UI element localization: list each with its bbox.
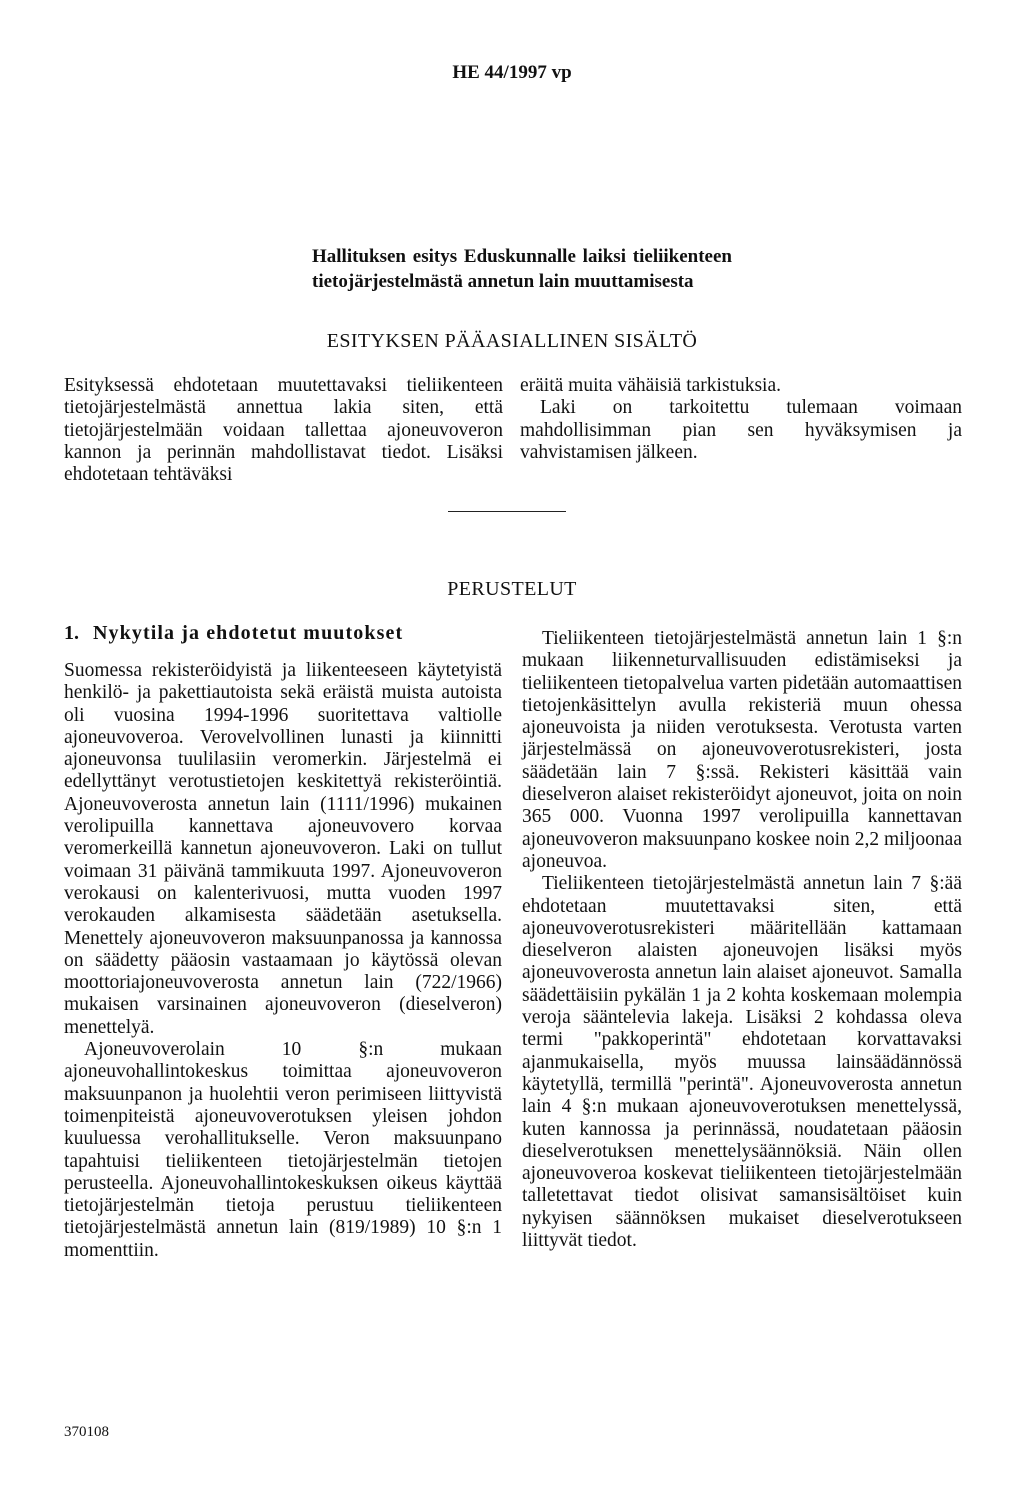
summary-left-column xyxy=(64,375,503,486)
bill-title: Hallituksen esitys Eduskunnalle laiksi tieliikenteen tietojärjestelmästä annetun lain muuttamisesta xyxy=(312,246,732,292)
summary-right-column xyxy=(520,375,962,464)
body-paragraph: Tieliikenteen tietojärjestelmästä annetun lain 7 §:ää ehdotetaan muutettavaksi siten, että ajoneuvoverotusrekisteri määritellään kattamaan dieselveron alaisten ajoneuvojen lisäksi myös ajoneuvoverosta annetun lain alaiset ajoneuvot. Samalla säädettäisiin pykälän 1 ja 2 kohta koskemaan molempia veroja sääntelevia lakeja. Lisäksi 2 kohdassa oleva termi "pakkoperintä" ehdotetaan korvattavaksi ajanmukaisella, myös muussa lainsäädännössä käytetyllä, termillä "perintä". Ajoneuvoverosta annetun lain 4 §:n mukaan ajoneuvoverotuksen menettelyssä, kuten kannossa ja perinnässä, noudatetaan pääosin dieselverotuksen menettelysäännöksiä. Näin ollen ajoneuvoveroa koskevat tieliikenteen tietojärjestelmään talletettavat tiedot olisivat samansisältöiset kuin nykyisen säännöksen mukaiset dieselverotukseen liittyvät tiedot. xyxy=(522,873,962,1252)
page-code: 370108 xyxy=(64,1424,109,1440)
document-id-header: HE 44/1997 vp xyxy=(452,62,572,83)
body-right-column xyxy=(522,628,962,1252)
summary-heading: ESITYKSEN PÄÄASIALLINEN SISÄLTÖ xyxy=(326,330,698,352)
body-left-column xyxy=(64,660,502,1262)
perustelut-heading: PERUSTELUT xyxy=(447,578,577,600)
section-number: 1. xyxy=(64,622,79,644)
section-divider xyxy=(448,511,566,512)
summary-paragraph: eräitä muita vähäisiä tarkistuksia. xyxy=(520,375,781,396)
body-paragraph: Tieliikenteen tietojärjestelmästä annetun lain 1 §:n mukaan liikenneturvallisuuden edistämiseksi ja tieliikenteen tietopalvelua varten pidetään automaattisen tietojenkäsittelyn avulla rekisteriä muun ohessa ajoneuvoista ja niiden verotuksesta. Verotusta varten järjestelmässä on ajoneuvoverotusrekisteri, josta säädetään lain 7 §:ssä. Rekisteri käsittää vain dieselveron alaiset rekisteröidyt ajoneuvot, joita on noin 365 000. Vuonna 1997 verolipuilla kannettavan ajoneuvoveron maksuunpano koskee noin 2,2 miljoonaa ajoneuvoa. xyxy=(522,628,962,872)
summary-paragraph: Esityksessä ehdotetaan muutettavaksi tieliikenteen tietojärjestelmästä annettua lakia siten, että tietojärjestelmään voidaan tallettaa ajoneuvoveron kannon ja perinnän mahdollistavat tiedot. Lisäksi ehdotetaan tehtäväksi xyxy=(64,375,503,486)
section-title: Nykytila ja ehdotetut muutokset xyxy=(93,622,404,644)
body-paragraph: Ajoneuvoverolain 10 §:n mukaan ajoneuvohallintokeskus toimittaa ajoneuvoveron maksuunpanon ja huolehtii veron perimiseen liittyvistä toimenpiteistä ajoneuvoverotuksen yleisen johdon kuuluessa verohallitukselle. Veron maksuunpano tapahtuisi tieliikenteen tietojärjestelmän tietojen perusteella. Ajoneuvohallintokeskuksen oikeus käyttää tietojärjestelmän tietoja perustuu tieliikenteen tietojärjestelmästä annetun lain (819/1989) 10 §:n 1 momenttiin. xyxy=(64,1039,502,1261)
summary-paragraph: Laki on tarkoitettu tulemaan voimaan mahdollisimman pian sen hyväksymisen ja vahvistamisen jälkeen. xyxy=(520,397,962,463)
section-heading xyxy=(64,622,504,645)
body-paragraph: Suomessa rekisteröidyistä ja liikenteeseen käytetyistä henkilö- ja pakettiautoista sekä eräistä muista autoista oli vuosina 1994-1996 suoritettava valtiolle ajoneuvoveroa. Verovelvollinen lunasti ja kiinnitti ajoneuvonsa tuulilasiin veromerkin. Järjestelmä ei edellyttänyt verotustietojen keskitettyä rekisteröintiä. Ajoneuvoverosta annetun lain (1111/1996) mukainen verolipuilla kannettava ajoneuvovero korvaa veromerkeillä kannetun ajoneuvoveron. Laki on tullut voimaan 31 päivänä tammikuuta 1997. Ajoneuvoveron verokausi on kalenterivuosi, mutta vuoden 1997 verokauden alkamisesta säädetään asetuksella. Menettely ajoneuvoveron maksuunpanossa ja kannossa on säädetty pääosin vastaamaan jo käytössä olevan moottoriajoneuvoverosta annetun lain (722/1966) mukaisen varsinainen ajoneuvoveron (dieselveron) menettelyä. xyxy=(64,660,502,1038)
